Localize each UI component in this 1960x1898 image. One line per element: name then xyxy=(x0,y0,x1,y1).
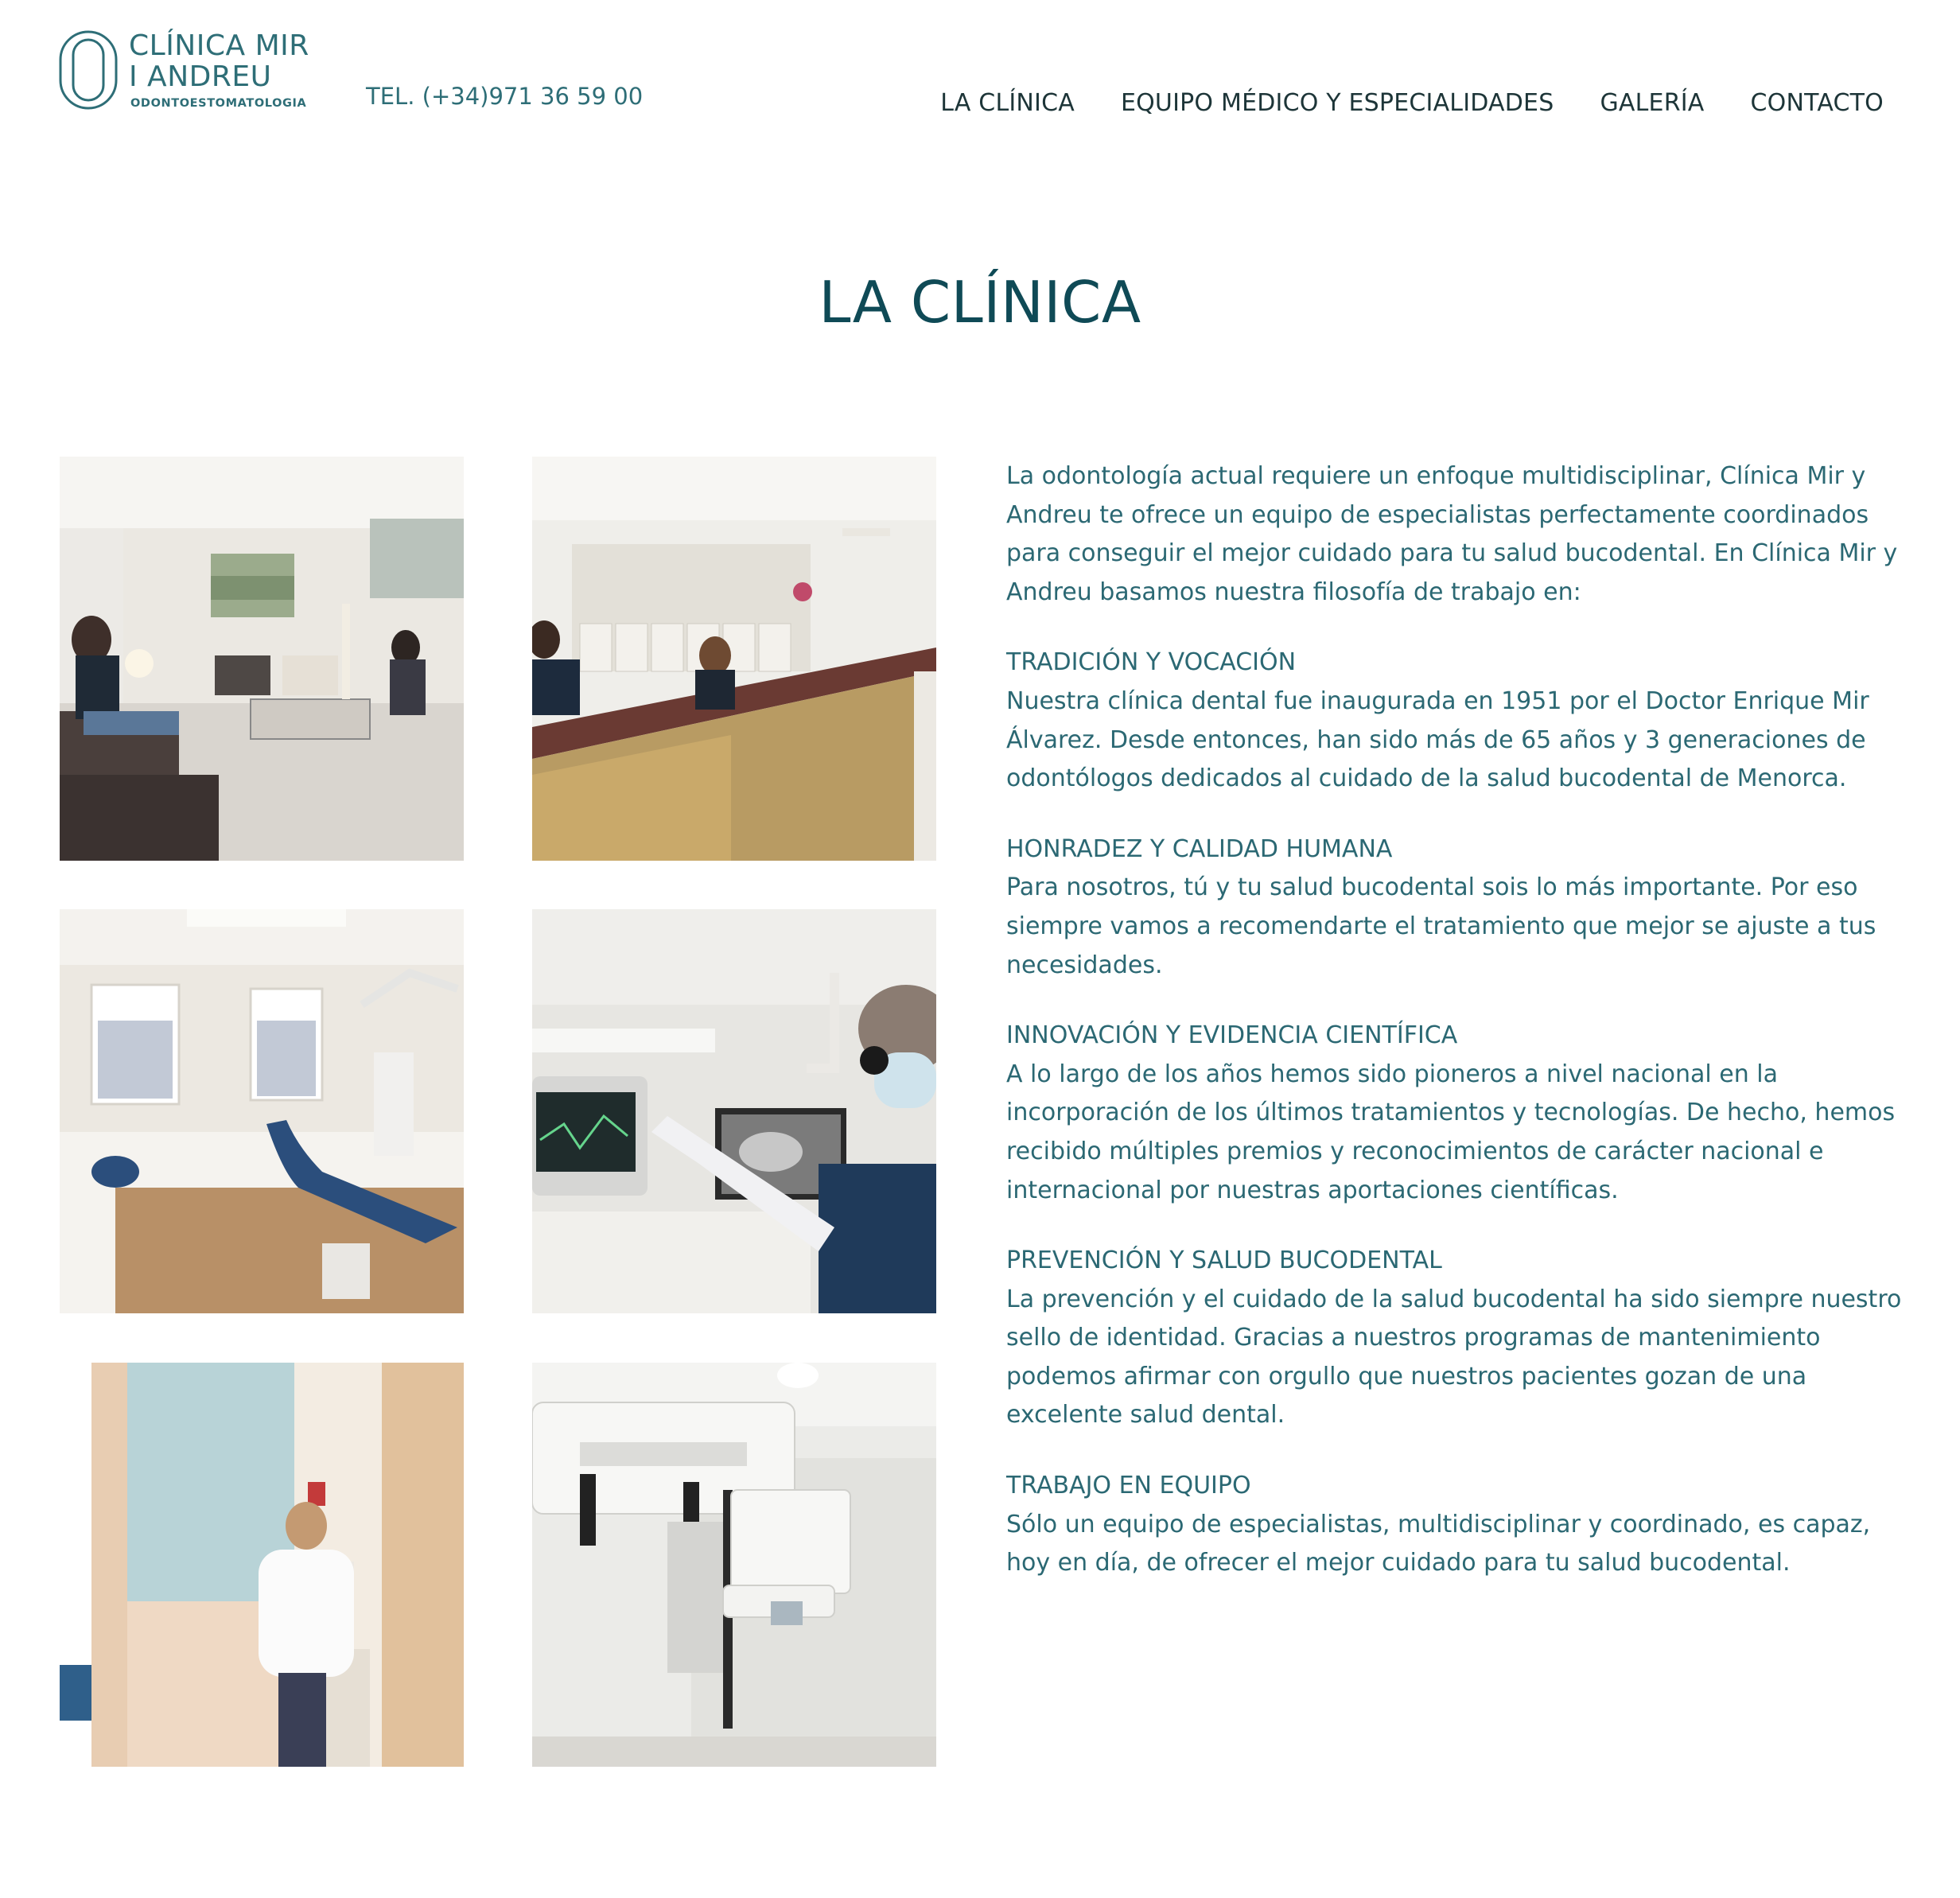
section-text: Para nosotros, tú y tu salud bucodental sois lo más importante. Por eso siempre vamos a recomendarte el tratamiento que mejor se ajuste a tus necesidades. xyxy=(1006,873,1876,979)
section-title: INNOVACIÓN Y EVIDENCIA CIENTÍFICA xyxy=(1006,1021,1458,1050)
nav-equipo-medico[interactable]: EQUIPO MÉDICO Y ESPECIALIDADES xyxy=(1120,89,1554,117)
clinic-logo[interactable] xyxy=(59,30,329,113)
section-title: HONRADEZ Y CALIDAD HUMANA xyxy=(1006,834,1393,863)
logo-name xyxy=(129,30,309,92)
section-tradicion xyxy=(1006,644,1913,798)
section-title: PREVENCIÓN Y SALUD BUCODENTAL xyxy=(1006,1247,1442,1275)
page-title: LA CLÍNICA xyxy=(819,269,1141,336)
nav-galeria[interactable]: GALERÍA xyxy=(1600,89,1705,117)
nav-contacto[interactable]: CONTACTO xyxy=(1750,89,1884,117)
nav-la-clinica[interactable]: LA CLÍNICA xyxy=(940,89,1075,117)
section-honradez xyxy=(1006,830,1913,985)
logo-name-line1: CLÍNICA MIR xyxy=(129,29,309,62)
clinic-description xyxy=(1006,457,1913,1615)
logo-subtitle: ODONTOESTOMATOLOGIA xyxy=(130,97,307,110)
section-innovacion xyxy=(1006,1017,1913,1210)
section-trabajo-equipo xyxy=(1006,1467,1913,1583)
phone-number[interactable]: TEL. (+34)971 36 59 00 xyxy=(366,83,644,110)
main-nav xyxy=(894,89,1884,117)
panoramic-xray-photo[interactable] xyxy=(532,1363,936,1767)
corridor-photo[interactable] xyxy=(60,1363,464,1767)
site-header xyxy=(0,0,1960,159)
dentist-monitor-photo[interactable] xyxy=(532,909,936,1313)
waiting-room-photo[interactable] xyxy=(60,457,464,861)
reception-desk-photo[interactable] xyxy=(532,457,936,861)
intro-paragraph: La odontología actual requiere un enfoque multidisciplinar, Clínica Mir y Andreu te ofrece un equipo de especialistas perfectamente coordinados para conseguir el mejor cuidado para tu salud bucodental. En Clínica Mir y Andreu basamos nuestra filosofía de trabajo en: xyxy=(1006,462,1898,606)
logo-mark-icon xyxy=(59,30,118,110)
section-text: Nuestra clínica dental fue inaugurada en 1951 por el Doctor Enrique Mir Álvarez. Desde entonces, han sido más de 65 años y 3 generaciones de odontólogos dedicados al cuidado de la salud bucodental de Menorca. xyxy=(1006,686,1869,793)
section-text: A lo largo de los años hemos sido pioneros a nivel nacional en la incorporación de los últimos tratamientos y tecnologías. De hecho, hemos recibido múltiples premios y reconocimientos de carácter nacional e internacional por nuestras aportaciones científicas. xyxy=(1006,1060,1896,1204)
section-title: TRADICIÓN Y VOCACIÓN xyxy=(1006,648,1297,677)
dental-chair-room-photo[interactable] xyxy=(60,909,464,1313)
section-title: TRABAJO EN EQUIPO xyxy=(1006,1472,1251,1500)
section-text: Sólo un equipo de especialistas, multidisciplinar y coordinado, es capaz, hoy en día, de ofrecer el mejor cuidado para tu salud bucodental. xyxy=(1006,1510,1871,1577)
section-text: La prevención y el cuidado de la salud bucodental ha sido siempre nuestro sello de identidad. Gracias a nuestros programas de mantenimiento podemos afirmar con orgullo que nuestros pacientes gozan de una excelente salud dental. xyxy=(1006,1285,1902,1429)
logo-name-line2: I ANDREU xyxy=(129,60,272,93)
section-prevencion xyxy=(1006,1242,1913,1435)
